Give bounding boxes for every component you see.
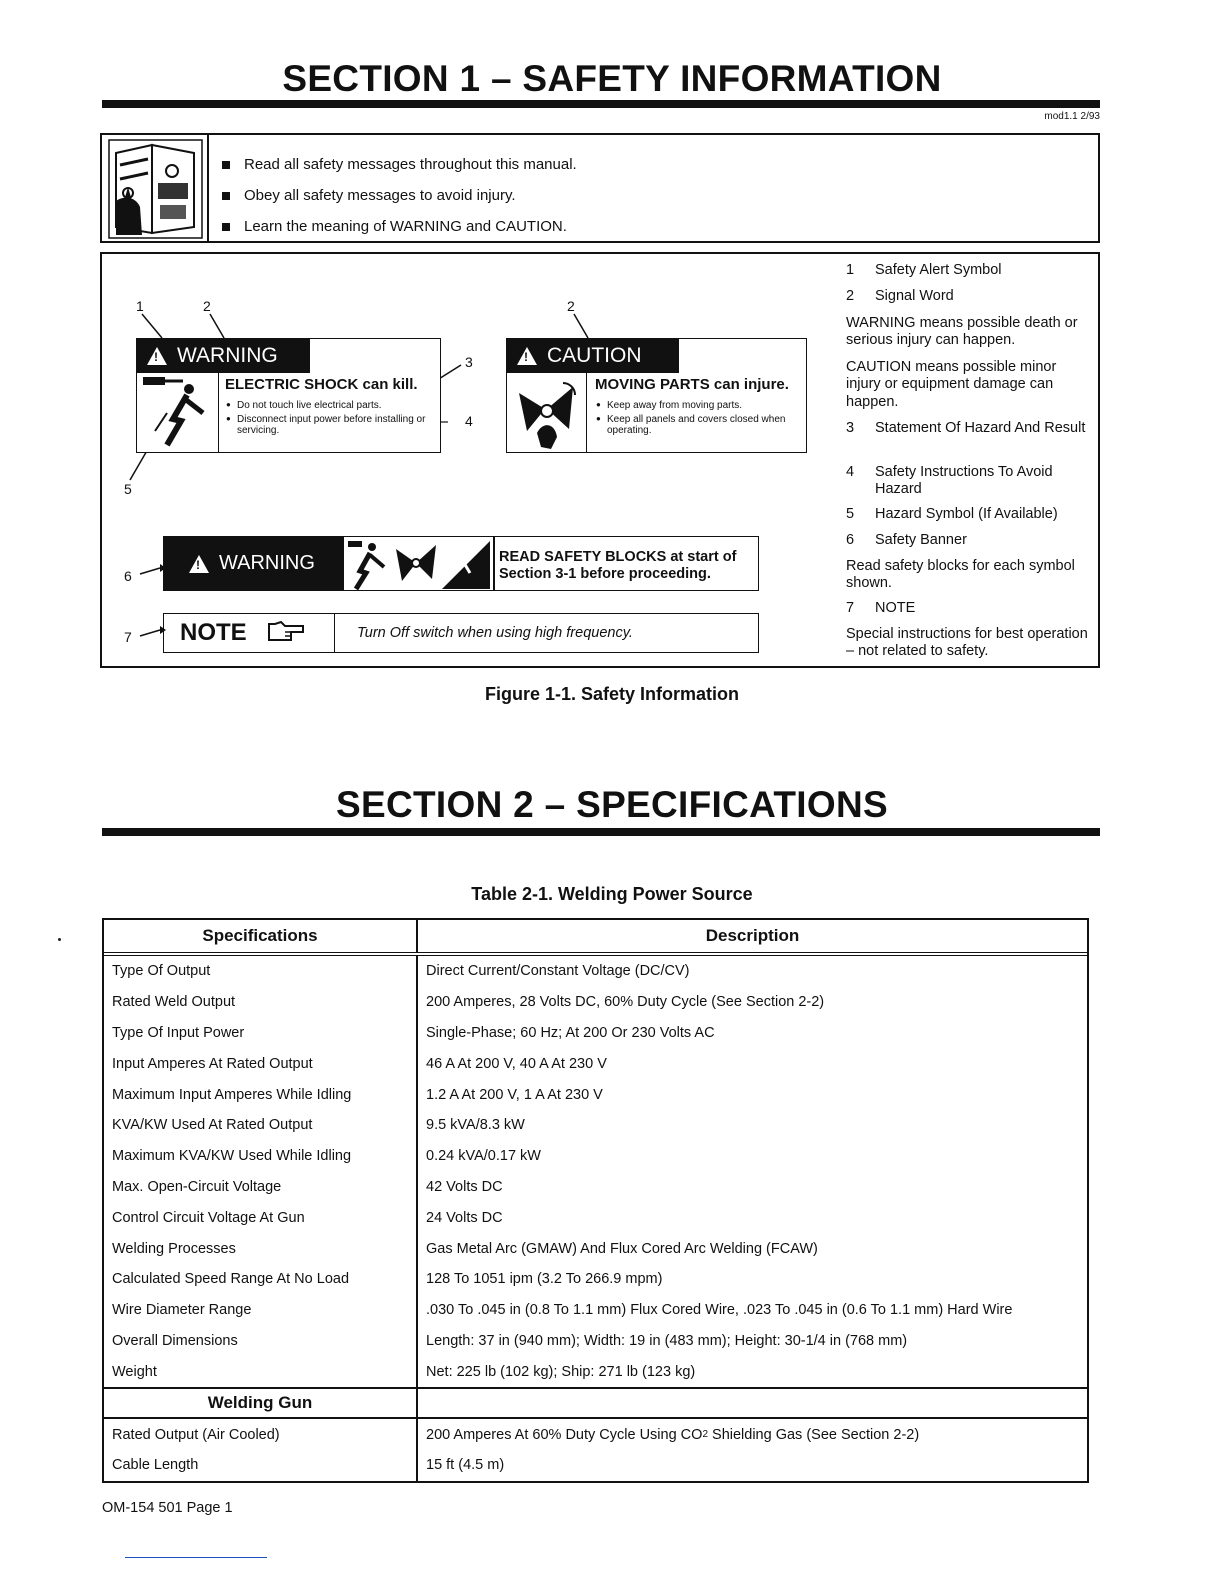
subheader-label: Welding Gun bbox=[104, 1389, 418, 1417]
callout-3: 3 bbox=[465, 354, 473, 370]
spec-cell: Wire Diameter Range bbox=[104, 1295, 418, 1326]
table-row bbox=[104, 1264, 1087, 1295]
intro-item: Learn the meaning of WARNING and CAUTION. bbox=[222, 211, 577, 242]
spec-cell: Weight bbox=[104, 1356, 418, 1387]
section1-title: SECTION 1 – SAFETY INFORMATION bbox=[282, 58, 942, 99]
square-bullet-icon bbox=[222, 223, 230, 231]
desc-cell: 42 Volts DC bbox=[426, 1178, 503, 1195]
table-row bbox=[104, 1048, 1087, 1079]
square-bullet-icon bbox=[222, 161, 230, 169]
desc-cell: 15 ft (4.5 m) bbox=[426, 1457, 505, 1474]
safety-alert-icon bbox=[147, 347, 167, 365]
caution-hazard-statement: MOVING PARTS can injure. bbox=[595, 376, 789, 393]
safety-banner-text: READ SAFETY BLOCKS at start of Section 3-1 before proceeding. bbox=[494, 536, 759, 591]
desc-cell: 1.2 A At 200 V, 1 A At 230 V bbox=[426, 1086, 603, 1103]
spec-cell: Calculated Speed Range At No Load bbox=[104, 1264, 418, 1295]
table-row bbox=[104, 1202, 1087, 1233]
spec-cell: Rated Weld Output bbox=[104, 987, 418, 1018]
intro-item: Obey all safety messages to avoid injury. bbox=[222, 180, 577, 211]
desc-cell: 24 Volts DC bbox=[426, 1209, 503, 1226]
section1-rule bbox=[102, 100, 1100, 108]
table-row bbox=[104, 1450, 1087, 1481]
table-row bbox=[104, 1356, 1087, 1387]
desc-cell: 200 Amperes, 28 Volts DC, 60% Duty Cycle (See Section 2-2) bbox=[426, 994, 825, 1011]
table-body bbox=[104, 956, 1087, 1387]
callout-2: 2 bbox=[567, 298, 575, 314]
table-title: Table 2-1. Welding Power Source bbox=[471, 884, 753, 904]
table-row bbox=[104, 1141, 1087, 1172]
desc-cell: Gas Metal Arc (GMAW) And Flux Cored Arc Welding (FCAW) bbox=[426, 1240, 818, 1257]
table-row bbox=[104, 1110, 1087, 1141]
intro-item: Read all safety messages throughout this manual. bbox=[222, 149, 577, 180]
spec-cell: Maximum Input Amperes While Idling bbox=[104, 1079, 418, 1110]
spec-cell: Maximum KVA/KW Used While Idling bbox=[104, 1141, 418, 1172]
desc-cell: 46 A At 200 V, 40 A At 230 V bbox=[426, 1055, 607, 1072]
callout-7: 7 bbox=[124, 629, 132, 645]
desc-cell: 200 Amperes At 60% Duty Cycle Using CO 2 Shielding Gas (See Section 2-2) bbox=[426, 1426, 920, 1443]
pointing-hand-icon bbox=[267, 620, 307, 647]
instruction-item: ● Keep away from moving parts. bbox=[595, 400, 802, 412]
warning-hazard-statement: ELECTRIC SHOCK can kill. bbox=[225, 376, 418, 393]
intro-list bbox=[222, 149, 577, 242]
warning-label bbox=[136, 338, 441, 453]
spec-cell: KVA/KW Used At Rated Output bbox=[104, 1110, 418, 1141]
callout-4: 4 bbox=[465, 413, 473, 429]
column-header: Specifications bbox=[104, 920, 418, 952]
desc-cell: .030 To .045 in (0.8 To 1.1 mm) Flux Cored Wire, .023 To .045 in (0.6 To 1.1 mm) Hard Wire bbox=[426, 1302, 1013, 1319]
safety-alert-icon bbox=[189, 555, 209, 573]
legend-note-desc: Special instructions for best operation – not related to safety. bbox=[846, 626, 1088, 660]
note-label-cell bbox=[164, 614, 335, 652]
safety-intro-box bbox=[100, 133, 1100, 243]
page-footer: OM-154 501 Page 1 bbox=[102, 1500, 233, 1516]
spec-cell: Cable Length bbox=[104, 1450, 418, 1481]
desc-cell: Single-Phase; 60 Hz; At 200 Or 230 Volts AC bbox=[426, 1024, 715, 1041]
legend-banner-desc: Read safety blocks for each symbol shown. bbox=[846, 558, 1075, 592]
instruction-item: ● Do not touch live electrical parts. bbox=[225, 400, 435, 412]
legend-caution-desc: CAUTION means possible minor injury or equipment damage can happen. bbox=[846, 359, 1057, 410]
table-row bbox=[104, 1233, 1087, 1264]
hazard-symbols-icon bbox=[343, 536, 494, 591]
table-row bbox=[104, 987, 1087, 1018]
safety-banner: ! WARNING bbox=[163, 536, 343, 591]
read-manual-icon bbox=[102, 135, 209, 241]
desc-cell: 9.5 kVA/8.3 kW bbox=[426, 1117, 525, 1134]
instruction-item: ● Disconnect input power before installing or servicing. bbox=[225, 414, 435, 437]
callout-6: 6 bbox=[124, 568, 132, 584]
table-row bbox=[104, 1018, 1087, 1049]
spec-cell: Overall Dimensions bbox=[104, 1326, 418, 1357]
warning-signal-banner: ! WARNING bbox=[137, 339, 310, 373]
moving-parts-hazard-icon bbox=[507, 373, 587, 453]
callout-2: 2 bbox=[203, 298, 211, 314]
figure-caption: Figure 1-1. Safety Information bbox=[484, 684, 740, 704]
spec-cell: Input Amperes At Rated Output bbox=[104, 1048, 418, 1079]
table-row bbox=[104, 1079, 1087, 1110]
spec-cell: Type Of Output bbox=[104, 956, 418, 987]
caution-label bbox=[506, 338, 807, 453]
callout-leader-lines bbox=[100, 252, 840, 668]
desc-cell: 0.24 kVA/0.17 kW bbox=[426, 1148, 541, 1165]
subheader-empty-cell bbox=[418, 1389, 1087, 1417]
square-bullet-icon bbox=[222, 192, 230, 200]
bottom-link-line bbox=[125, 1557, 267, 1558]
callout-5: 5 bbox=[124, 481, 132, 497]
table-row bbox=[104, 1172, 1087, 1203]
safety-alert-icon bbox=[517, 347, 537, 365]
desc-cell: Net: 225 lb (102 kg); Ship: 271 lb (123 kg) bbox=[426, 1363, 696, 1380]
spec-cell: Rated Output (Air Cooled) bbox=[104, 1419, 418, 1450]
table-row bbox=[104, 1419, 1087, 1450]
legend-warning-desc: WARNING means possible death or serious injury can happen. bbox=[846, 315, 1078, 349]
table-subheader-row bbox=[104, 1387, 1087, 1419]
spec-cell: Welding Processes bbox=[104, 1233, 418, 1264]
callout-1: 1 bbox=[136, 298, 144, 314]
note-block bbox=[163, 613, 759, 653]
warning-instructions bbox=[225, 400, 435, 439]
table-header-row bbox=[104, 920, 1087, 956]
desc-cell: 128 To 1051 ipm (3.2 To 266.9 mpm) bbox=[426, 1271, 663, 1288]
section2-title: SECTION 2 – SPECIFICATIONS bbox=[336, 784, 888, 825]
spec-cell: Control Circuit Voltage At Gun bbox=[104, 1202, 418, 1233]
desc-cell: Length: 37 in (940 mm); Width: 19 in (483 mm); Height: 30-1/4 in (768 mm) bbox=[426, 1332, 908, 1349]
note-label: NOTE bbox=[180, 619, 247, 646]
table-row bbox=[104, 1295, 1087, 1326]
table-row bbox=[104, 1326, 1087, 1357]
column-header: Description bbox=[705, 926, 800, 945]
mod-code: mod1.1 2/93 bbox=[1044, 111, 1100, 122]
instruction-item: ● Keep all panels and covers closed when operating. bbox=[595, 414, 802, 437]
stray-mark bbox=[58, 938, 61, 941]
desc-cell: Direct Current/Constant Voltage (DC/CV) bbox=[426, 963, 690, 980]
spec-table bbox=[102, 918, 1089, 1483]
note-text: Turn Off switch when using high frequency. bbox=[357, 625, 633, 641]
spec-cell: Type Of Input Power bbox=[104, 1018, 418, 1049]
table-row bbox=[104, 956, 1087, 987]
caution-signal-banner: ! CAUTION bbox=[507, 339, 679, 373]
spec-cell: Max. Open-Circuit Voltage bbox=[104, 1172, 418, 1203]
section2-rule bbox=[102, 828, 1100, 836]
caution-instructions bbox=[595, 400, 802, 439]
electric-shock-hazard-icon bbox=[137, 373, 219, 453]
